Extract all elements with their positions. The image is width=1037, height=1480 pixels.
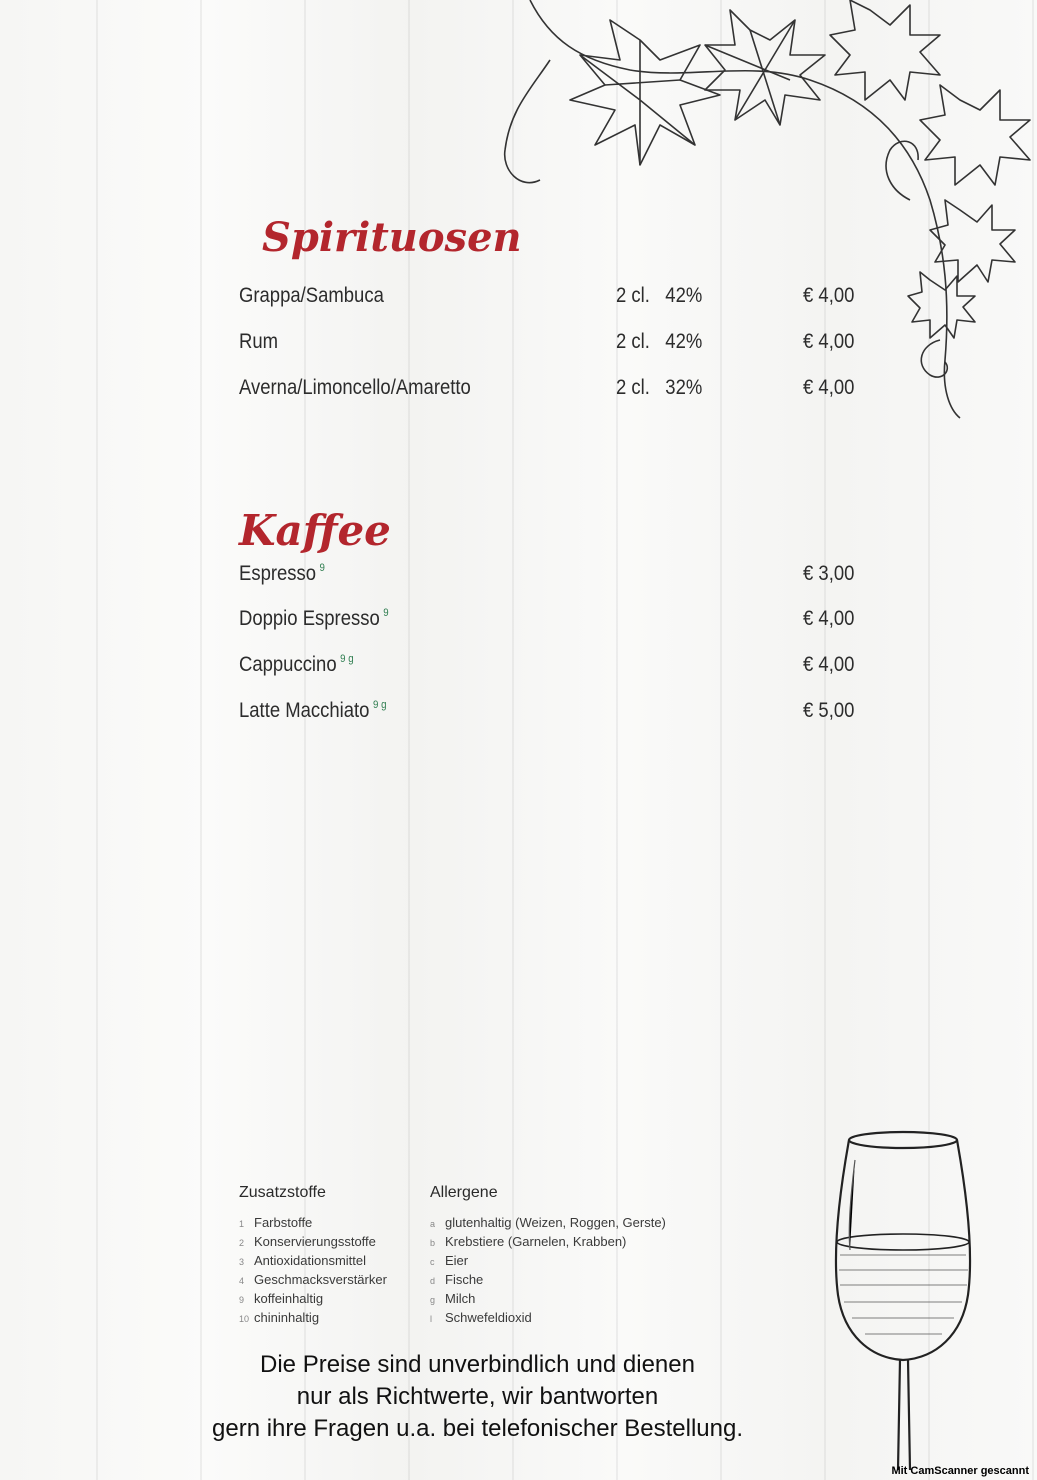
allergen-marks: 9 [383, 607, 389, 619]
item-volume: 2 cl. 32% [616, 376, 703, 399]
list-item: d Fische [430, 1272, 484, 1287]
wine-glass-icon [830, 1130, 980, 1470]
list-item: l Schwefeldioxid [430, 1310, 532, 1325]
allergen-marks: 9 [319, 562, 325, 574]
menu-item-doppio-espresso [239, 607, 879, 637]
section-title-spirituosen: Spirituosen [262, 214, 522, 261]
list-item: 10 chininhaltig [239, 1310, 320, 1325]
allergen-marks: 9 g [340, 653, 354, 665]
list-item: a glutenhaltig (Weizen, Roggen, Gerste) [430, 1215, 666, 1230]
item-name: Cappuccino $^{9 g}$ [239, 653, 354, 676]
item-name: Latte Macchiato $^{9 g}$ [239, 699, 387, 722]
section-title-kaffee: Kaffee [239, 506, 391, 555]
item-price: € 4,00 [803, 330, 855, 353]
allergen-marks: 9 g [372, 699, 387, 711]
item-name: Rum [239, 330, 279, 353]
list-item: b Krebstiere (Garnelen, Krabben) [430, 1234, 627, 1249]
menu-item-cappuccino [239, 653, 879, 683]
item-name: Grappa/Sambuca [239, 284, 384, 307]
item-name: Doppio Espresso $^9$ [239, 607, 389, 630]
list-item: g Milch [430, 1291, 476, 1306]
allergens-list [430, 1213, 666, 1327]
menu-item-grappa-sambuca [239, 284, 879, 314]
list-item: 1 Farbstoffe [239, 1215, 313, 1230]
list-item: c Eier [430, 1253, 469, 1268]
item-price: € 4,00 [803, 284, 855, 307]
item-price: € 3,00 [803, 562, 855, 585]
additives-list [239, 1213, 387, 1327]
item-name: Averna/Limoncello/Amaretto [239, 376, 471, 399]
scanner-watermark: Mit CamScanner gescannt [891, 1465, 1029, 1477]
item-price: € 4,00 [803, 653, 855, 676]
item-volume: 2 cl. 42% [616, 330, 703, 353]
item-name: Espresso $^9$ [239, 562, 325, 585]
additives-heading: Zusatzstoffe [239, 1184, 326, 1201]
list-item: 9 koffeinhaltig [239, 1291, 324, 1306]
list-item: 4 Geschmacksverstärker [239, 1272, 387, 1287]
allergens-heading: Allergene [430, 1184, 498, 1201]
menu-item-latte-macchiato [239, 699, 879, 729]
item-price: € 4,00 [803, 376, 855, 399]
item-volume: 2 cl. 42% [616, 284, 703, 307]
menu-item-rum [239, 330, 879, 360]
menu-item-espresso [239, 562, 879, 592]
price-disclaimer: Die Preise sind unverbindlich und dienen nur als Richtwerte, wir bantworten gern ihre Fragen u.a. bei telefonischer Bestellung. [212, 1351, 743, 1442]
list-item: 3 Antioxidationsmittel [239, 1253, 366, 1268]
menu-item-averna-limoncello-amaretto [239, 376, 879, 406]
list-item: 2 Konservierungsstoffe [239, 1234, 376, 1249]
item-price: € 5,00 [803, 699, 855, 722]
item-price: € 4,00 [803, 607, 855, 630]
